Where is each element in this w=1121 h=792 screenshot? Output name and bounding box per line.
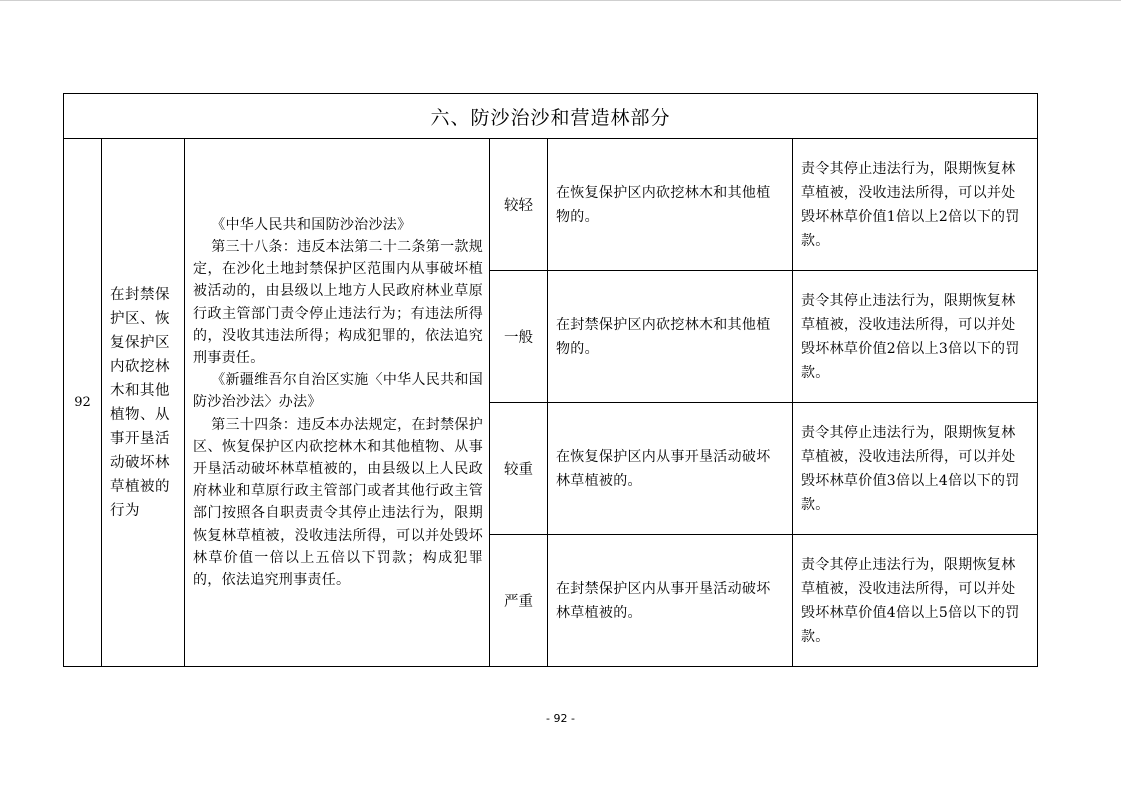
circumstance-text: 在恢复保护区内砍挖林木和其他植物的。 (548, 139, 793, 271)
item-number: 92 (64, 139, 102, 667)
regulation-title: 《新疆维吾尔自治区实施〈中华人民共和国防沙治沙法〉办法》 (193, 372, 483, 411)
level-label: 较轻 (490, 139, 548, 271)
page-number: - 92 - (546, 712, 575, 725)
circumstance-text: 在恢复保护区内从事开垦活动破坏林草植被的。 (548, 403, 793, 535)
level-label: 较重 (490, 403, 548, 535)
penalty-text: 责令其停止违法行为，限期恢复林草植被，没收违法所得，可以并处毁坏林草价值1倍以上2倍以下的罚款。 (793, 139, 1038, 271)
level-label: 严重 (490, 535, 548, 667)
penalty-table (63, 93, 1038, 667)
penalty-text: 责令其停止违法行为，限期恢复林草植被，没收违法所得，可以并处毁坏林草价值3倍以上4倍以下的罚款。 (793, 403, 1038, 535)
legal-basis (185, 139, 490, 667)
law-article: 第三十八条：违反本法第二十二条第一款规定，在沙化土地封禁保护区范围内从事破坏植被活动的，由县级以上地方人民政府林业草原行政主管部门责令停止违法行为；有违法所得的，没收其违法所得；构成犯罪的，依法追究刑事责任。 (193, 238, 483, 366)
regulation-article: 第三十四条：违反本办法规定，在封禁保护区、恢复保护区内砍挖林木和其他植物、从事开垦活动破坏林草植被的，由县级以上人民政府林业和草原行政主管部门或者其他行政主管部门按照各自职责责令其停止违法行为，限期恢复林草植被，没收违法所得，可以并处毁坏林草价值一倍以上五倍以下罚款；构成犯罪的，依法追究刑事责任。 (193, 416, 483, 589)
circumstance-text: 在封禁保护区内从事开垦活动破坏林草植被的。 (548, 535, 793, 667)
penalty-text: 责令其停止违法行为，限期恢复林草植被，没收违法所得，可以并处毁坏林草价值2倍以上3倍以下的罚款。 (793, 271, 1038, 403)
circumstance-text: 在封禁保护区内砍挖林木和其他植物的。 (548, 271, 793, 403)
level-label: 一般 (490, 271, 548, 403)
penalty-text: 责令其停止违法行为，限期恢复林草植被，没收违法所得，可以并处毁坏林草价值4倍以上5倍以下的罚款。 (793, 535, 1038, 667)
section-title: 六、防沙治沙和营造林部分 (64, 94, 1038, 139)
law-title: 《中华人民共和国防沙治沙法》 (211, 216, 412, 233)
page-top-border (0, 0, 1121, 1)
illegal-behavior: 在封禁保护区、恢复保护区内砍挖林木和其他植物、从事开垦活动破坏林草植被的行为 (102, 139, 185, 667)
